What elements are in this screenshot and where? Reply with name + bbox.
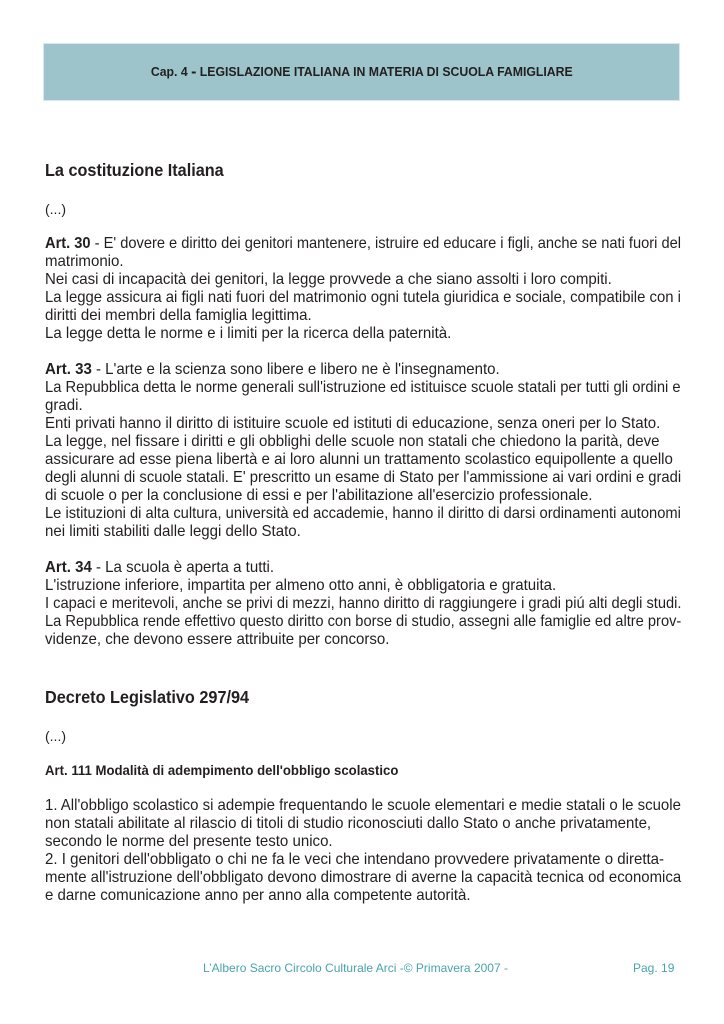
article-label: Art. 34	[45, 559, 92, 576]
article-line: La Repubblica rende effettivo questo diritto con borse di studio, assegni alle famiglie ed altre prov-	[45, 613, 682, 630]
article-111-title: Art. 111 Modalità di adempimento dell'obbligo scolastico	[45, 762, 399, 778]
footer-credit: L’Albero Sacro Circolo Culturale Arci -© Primavera 2007 -	[203, 961, 508, 975]
article-line: secondo le norme del presente testo unico.	[45, 833, 333, 850]
article-30	[45, 235, 681, 343]
article-line: - E' dovere e diritto dei genitori mantenere, istruire ed educare i figli, anche se nati fuori del	[90, 235, 681, 252]
article-line: Nei casi di incapacità dei genitori, la legge provvede a che siano assolti i loro compiti.	[45, 271, 612, 288]
section-title-costituzione: La costituzione Italiana	[45, 160, 224, 180]
article-line: La legge, nel fissare i diritti e gli obblighi delle scuole non statali che chiedono la parità, deve	[45, 433, 660, 450]
page-number: Pag. 19	[633, 961, 675, 975]
chapter-number: Cap. 4	[150, 64, 188, 79]
article-line: matrimonio.	[45, 253, 124, 270]
article-line: assicurare ad esse piena libertà e ai loro alunni un trattamento scolastico equipollente a quello	[45, 451, 673, 468]
ellipsis: (...)	[45, 201, 66, 217]
article-34	[45, 559, 681, 649]
ellipsis: (...)	[45, 728, 66, 744]
article-line: I capaci e meritevoli, anche se privi di mezzi, hanno diritto di raggiungere i gradi piú alti degli studi.	[45, 595, 682, 612]
chapter-dash: -	[190, 62, 197, 81]
article-111	[45, 797, 681, 905]
document-body	[45, 158, 681, 905]
article-line: degli alunni di scuole statali. E' prescritto un esame di Stato per l'ammissione ai vari ordini e gradi	[45, 469, 682, 486]
section-title-decreto: Decreto Legislativo 297/94	[45, 687, 250, 707]
article-label: Art. 33	[45, 361, 92, 378]
article-line: La legge assicura ai figli nati fuori del matrimonio ogni tutela giuridica e sociale, compatibile con i	[45, 289, 681, 306]
article-line: gradi.	[45, 397, 83, 414]
article-line: Le istituzioni di alta cultura, università ed accademie, hanno il diritto di darsi ordinamenti autonomi	[45, 505, 681, 522]
chapter-heading: LEGISLAZIONE ITALIANA IN MATERIA DI SCUOLA FAMIGLIARE	[199, 64, 573, 79]
article-line: non statali abilitate al rilascio di titoli di studio riconosciuti dallo Stato o anche privatamente,	[45, 815, 652, 832]
article-line: - L'arte e la scienza sono libere e libero ne è l'insegnamento.	[91, 361, 500, 378]
chapter-header	[43, 43, 680, 101]
article-line: La legge detta le norme e i limiti per la ricerca della paternità.	[45, 325, 452, 342]
article-line: La Repubblica detta le norme generali sull'istruzione ed istituisce scuole statali per tutti gli ordini e	[45, 379, 681, 396]
article-33	[45, 361, 681, 541]
article-line: di scuole o per la conclusione di essi e per l'abilitazione all'esercizio professionale.	[45, 487, 593, 504]
article-line: diritti dei membri della famiglia legittima.	[45, 307, 312, 324]
article-line: Enti privati hanno il diritto di istituire scuole ed istituti di educazione, senza oneri per lo Stato.	[45, 415, 661, 432]
article-line: videnze, che devono essere attribuite per concorso.	[45, 631, 390, 648]
article-line: 2. I genitori dell'obbligato o chi ne fa le veci che intendano provvedere privatamente o diretta-	[45, 851, 665, 868]
article-label: Art. 30	[45, 235, 91, 252]
article-line: L'istruzione inferiore, impartita per almeno otto anni, è obbligatoria e gratuita.	[45, 577, 557, 594]
article-line: e darne comunicazione anno per anno alla competente autorità.	[45, 887, 471, 904]
article-line: 1. All'obbligo scolastico si adempie frequentando le scuole elementari e medie statali o le scuole	[45, 797, 681, 814]
article-line: mente all'istruzione dell'obbligato devono dimostrare di averne la capacità tecnica od economica	[45, 869, 682, 886]
article-line: - La scuola è aperta a tutti.	[91, 559, 275, 576]
article-line: nei limiti stabiliti dalle leggi dello Stato.	[45, 523, 301, 540]
chapter-title	[151, 62, 573, 82]
